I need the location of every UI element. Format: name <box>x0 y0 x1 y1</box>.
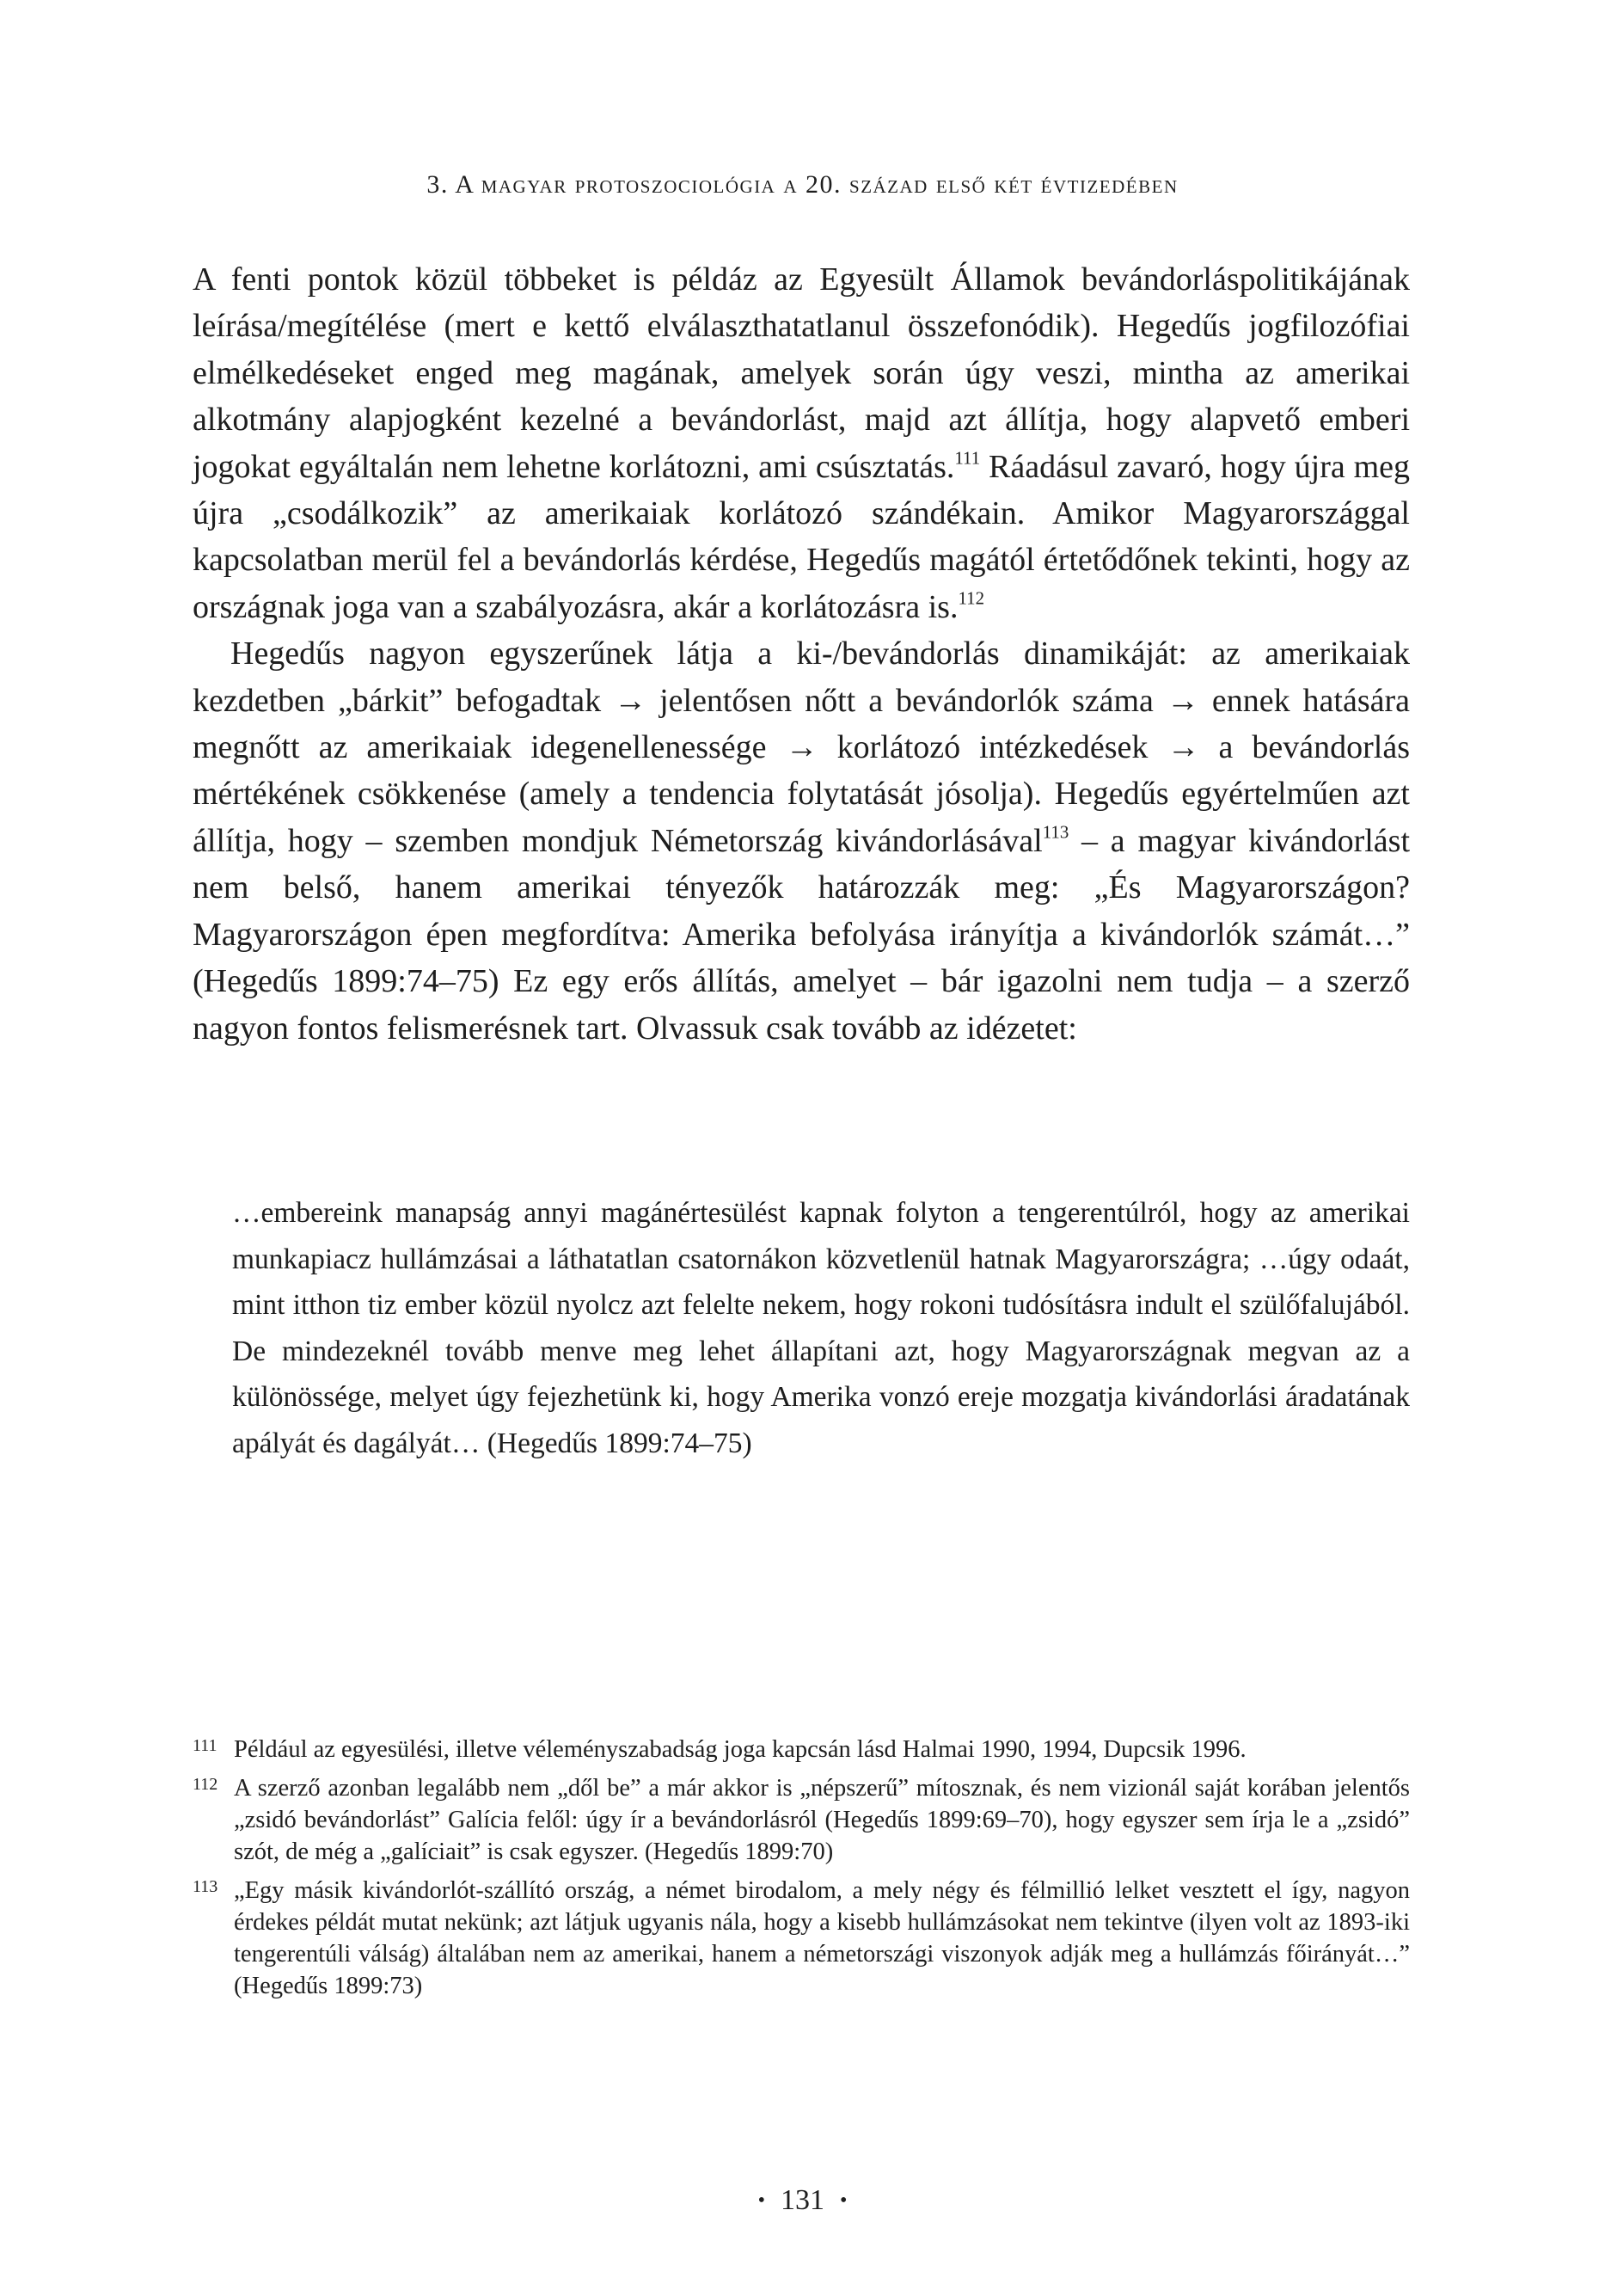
page-number-footer <box>0 2184 1605 2217</box>
paragraph-1-text-cont: Ráadásul zavaró, hogy újra meg újra „csodálkozik” az amerikaiak korlátozó szándékain. Amikor Magyarországgal kapcsolatban merül fel a bevándorlás kérdése, Hegedűs magától értetődőnek tekinti, hogy az országnak joga van a szabályozásra, akár a korlátozásra is. <box>193 448 1410 625</box>
footnote-112 <box>193 1772 1410 1868</box>
footnotes <box>193 1734 1410 2009</box>
paragraph-1 <box>193 256 1410 630</box>
main-text <box>193 256 1410 1052</box>
bullet-icon: • <box>757 2189 765 2212</box>
block-quote: …embereink manapság annyi magánértesülést kapnak folyton a tengerentúlról, hogy az amerikai munkapiacz hullámzásai a láthatatlan csatornákon közvetlenül hatnak Magyarországra; …úgy odaát, mint itthon tiz ember közül nyolcz azt felelte nekem, hogy rokoni tudósításra indult el szülőfalujából. De mindezeknél tovább menve meg lehet állapítani azt, hogy Magyarországnak megvan az a különössége, melyet úgy fejezhetünk ki, hogy Amerika vonzó ereje mozgatja kivándorlási áradatának apályát és dagályát… (Hegedűs 1899:74–75) <box>232 1197 1410 1459</box>
footnote-number: 113 <box>193 1877 218 1896</box>
footnote-text: A szerző azonban legalább nem „dől be” a már akkor is „népszerű” mítosznak, és nem vizionál saját korában jelentős „zsidó bevándorlást” Galícia felől: úgy ír a bevándorlásról (Hegedűs 1899:69–70), hogy egyszer sem írja le a „zsidó” szót, de még a „galíciait” is csak egyszer. (Hegedűs 1899:70) <box>234 1775 1410 1865</box>
paragraph-2-text: Hegedűs nagyon egyszerűnek látja a ki-/bevándorlás dinamikáját: az amerikaiak kezdetben „bárkit” befogadtak → jelentősen nőtt a bevándorlók száma → ennek hatására megnőtt az amerikaiak idegenellenessége → korlátozó intézkedések → a bevándorlás mértékének csökkenése (amely a tendencia folytatását jósolja). Hegedűs egyértelműen azt állítja, hogy – szemben mondjuk Németország kivándorlásával <box>193 635 1410 859</box>
footnote-ref-111[interactable]: 111 <box>954 446 981 468</box>
footnote-ref-112[interactable]: 112 <box>958 587 985 609</box>
footnote-number: 112 <box>193 1775 218 1794</box>
running-head: 3. A magyar protoszociológia a 20. század első két évtizedében <box>426 170 1179 199</box>
footnote-text: Például az egyesülési, illetve véleményszabadság joga kapcsán lásd Halmai 1990, 1994, Dupcsik 1996. <box>234 1736 1247 1763</box>
footnote-111 <box>193 1734 1410 1765</box>
paragraph-2 <box>193 630 1410 1052</box>
footnote-ref-113[interactable]: 113 <box>1042 821 1069 843</box>
footnote-text: „Egy másik kivándorlót-szállító ország, a német birodalom, a mely négy és félmillió lelket vesztett el így, nagyon érdekes példát mutat nekünk; azt látjuk ugyanis nála, hogy a kisebb hullámzásokat nem tekintve (ilyen volt az 1893-iki tengerentúli válság) általában nem az amerikai, hanem a németországi viszonyok adják meg a hullámzás főirányát…” (Hegedűs 1899:73) <box>234 1877 1410 1999</box>
paragraph-2-text-cont: – a magyar kivándorlást nem belső, hanem amerikai tényezők határozzák meg: „És Magyarországon? Magyarországon épen megfordítva: Amerika befolyása irányítja a kivándorlók számát…” (Hegedűs 1899:74–75) Ez egy erős állítás, amelyet – bár igazolni nem tudja – a szerző nagyon fontos felismerésnek tart. Olvassuk csak tovább az idézetet: <box>193 822 1410 1047</box>
footnote-number: 111 <box>193 1736 217 1755</box>
paragraph-1-text: A fenti pontok közül többeket is példáz az Egyesült Államok bevándorláspolitikájának leírása/megítélése (mert e kettő elválaszthatatlanul összefonódik). Hegedűs jogfilozófiai elmélkedéseket enged meg magának, amelyek során úgy veszi, mintha az amerikai alkotmány alapjogként kezelné a bevándorlást, majd azt állítja, hogy alapvető emberi jogokat egyáltalán nem lehetne korlátozni, ami csúsztatás. <box>193 261 1410 485</box>
bullet-icon: • <box>840 2189 848 2212</box>
footnote-113 <box>193 1875 1410 2002</box>
page-number: 131 <box>781 2184 824 2216</box>
